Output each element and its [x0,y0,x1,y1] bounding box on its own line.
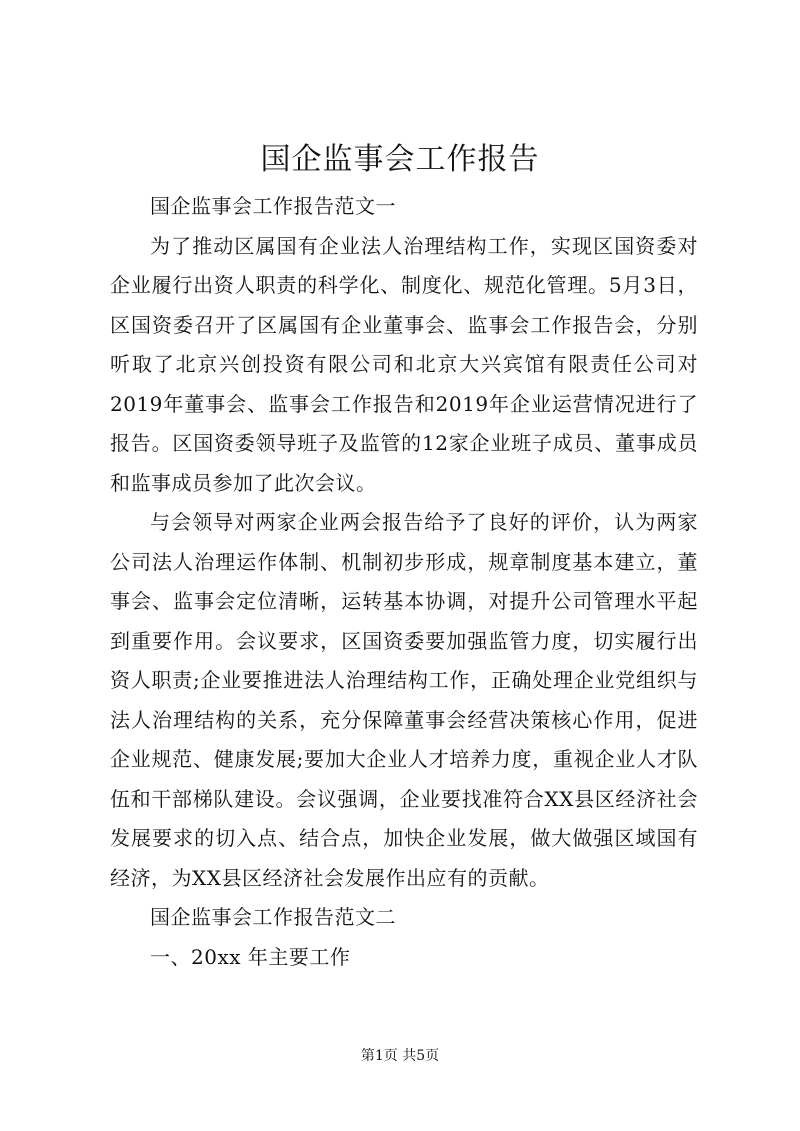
paragraph-2: 与会领导对两家企业两会报告给予了良好的评价，认为两家公司法人治理运作体制、机制初步形成，规章制度基本建立，董事会、监事会定位清晰，运转基本协调，对提升公司管理水平起到重要作用。会议要求，区国资委要加强监管力度，切实履行出资人职责;企业要推进法人治理结构工作，正确处理企业党组织与法人治理结构的关系，充分保障董事会经营决策核心作用，促进企业规范、健康发展;要加大企业人才培养力度，重视企业人才队伍和干部梯队建设。会议强调，企业要找准符合XX县区经济社会发展要求的切入点、结合点，加快企业发展，做大做强区域国有经济，为XX县区经济社会发展作出应有的贡献。 [110,510,698,890]
section-heading-2: 国企监事会工作报告范文二 [150,905,396,929]
page-footer: 第1页 共5页 [360,1048,440,1064]
section-heading-1: 国企监事会工作报告范文一 [150,194,396,218]
document-body [110,187,698,977]
document-title: 国企监事会工作报告 [260,142,540,177]
paragraph-1: 为了推动区属国有企业法人治理结构工作，实现区国资委对企业履行出资人职责的科学化、制度化、规范化管理。5月3日，区国资委召开了区属国有企业董事会、监事会工作报告会，分别听取了北京兴创投资有限公司和北京大兴宾馆有限责任公司对2019年董事会、监事会工作报告和2019年企业运营情况进行了报告。区国资委领导班子及监管的12家企业班子成员、董事成员和监事成员参加了此次会议。 [110,233,698,495]
subsection-heading: 一、20xx 年主要工作 [150,944,351,969]
